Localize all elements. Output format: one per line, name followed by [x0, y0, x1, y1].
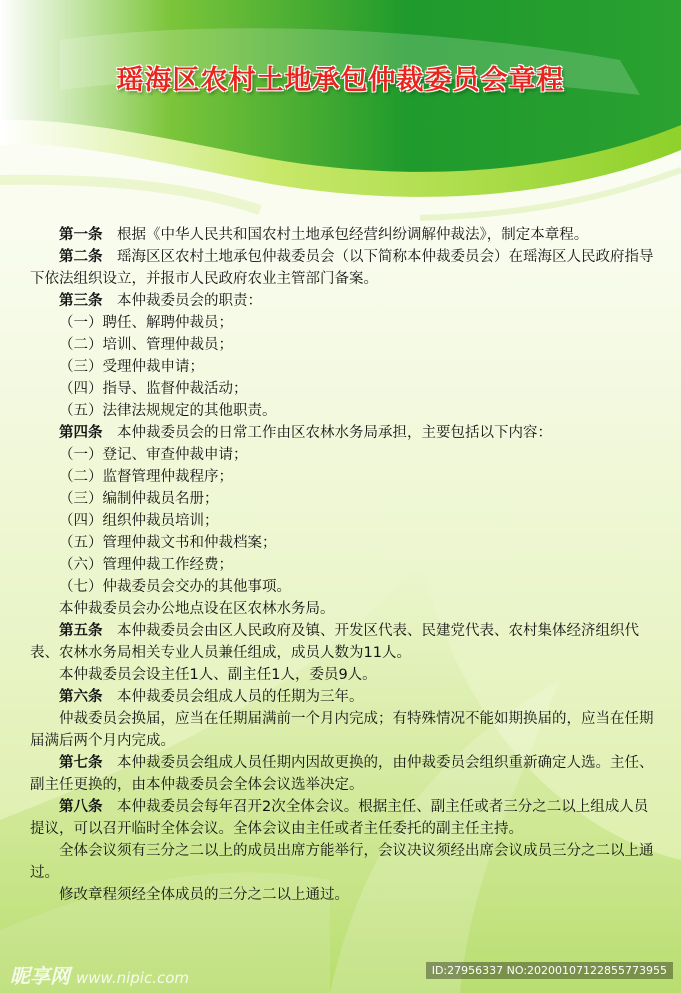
article-1-text: 根据《中华人民共和国农村土地承包经营纠纷调解仲裁法》，制定本章程。 — [117, 227, 589, 243]
meeting-quorum: 全体会议须有三分之二以上的成员出席方能举行，会议决议须经出席会议成员三分之二以上通过。 — [30, 843, 654, 881]
article-2-label: 第二条 — [59, 249, 103, 265]
duty-item: （四）指导、监督仲裁活动； — [59, 381, 248, 397]
article-6-label: 第六条 — [59, 689, 103, 705]
page-title: 瑶海区农村土地承包仲裁委员会章程 — [116, 65, 565, 96]
task-item: （六）管理仲裁工作经费； — [59, 557, 233, 573]
article-7-label: 第七条 — [59, 755, 103, 771]
article-5-text: 本仲裁委员会由区人民政府及镇、开发区代表、民建党代表、农村集体经济组织代表、农林水务局相关专业人员兼任组成，成员人数为11人。 — [30, 623, 639, 661]
amendment-rule: 修改章程须经全体成员的三分之二以上通过。 — [59, 887, 349, 903]
image-id-tag: ID:27956337 NO:20200107122855773955 — [426, 962, 673, 979]
article-5-label: 第五条 — [59, 623, 103, 639]
article-4-text: 本仲裁委员会的日常工作由区农林水务局承担，主要包括以下内容： — [117, 425, 552, 441]
duty-item: （三）受理仲裁申请； — [59, 359, 204, 375]
article-2-text: 瑶海区区农村土地承包仲裁委员会（以下简称本仲裁委员会）在瑶海区人民政府指导下依法组织设立，并报市人民政府农业主管部门备案。 — [30, 249, 654, 287]
article-8-text: 本仲裁委员会每年召开2次全体会议。根据主任、副主任或者三分之二以上组成人员提议，可以召开临时全体会议。全体会议由主任或者主任委托的副主任主持。 — [30, 799, 649, 837]
article-7-text: 本仲裁委员会组成人员任期内因故更换的，由仲裁委员会组织重新确定人选。主任、副主任更换的，由本仲裁委员会全体会议选举决定。 — [30, 755, 654, 793]
duty-item: （一）聘任、解聘仲裁员； — [59, 315, 233, 331]
duty-item: （二）培训、管理仲裁员； — [59, 337, 233, 353]
task-item: （五）管理仲裁文书和仲裁档案； — [59, 535, 277, 551]
article-8 — [30, 796, 656, 840]
office-location: 本仲裁委员会办公地点设在区农林水务局。 — [59, 601, 335, 617]
article-1-label: 第一条 — [59, 227, 103, 243]
article-3-text: 本仲裁委员会的职责： — [117, 293, 262, 309]
article-4-label: 第四条 — [59, 425, 103, 441]
article-3 — [30, 290, 656, 312]
task-item: （二）监督管理仲裁程序； — [59, 469, 233, 485]
member-composition: 本仲裁委员会设主任1人、副主任1人，委员9人。 — [59, 667, 377, 683]
watermark-url: www.nipic.com — [76, 969, 190, 987]
article-7 — [30, 752, 656, 796]
site-watermark — [10, 960, 189, 989]
watermark-name: 昵享网 — [10, 964, 70, 988]
task-item: （七）仲裁委员会交办的其他事项。 — [59, 579, 291, 595]
task-item: （一）登记、审查仲裁申请； — [59, 447, 248, 463]
article-1 — [30, 224, 656, 246]
article-3-label: 第三条 — [59, 293, 103, 309]
article-6-text: 本仲裁委员会组成人员的任期为三年。 — [117, 689, 364, 705]
article-4 — [30, 422, 656, 444]
article-6 — [30, 686, 656, 708]
term-renewal: 仲裁委员会换届，应当在任期届满前一个月内完成；有特殊情况不能如期换届的，应当在任期届满后两个月内完成。 — [30, 711, 654, 749]
task-item: （三）编制仲裁员名册； — [59, 491, 219, 507]
article-2 — [30, 246, 656, 290]
article-5 — [30, 620, 656, 664]
charter-body — [30, 224, 656, 906]
article-8-label: 第八条 — [59, 799, 103, 815]
duty-item: （五）法律法规规定的其他职责。 — [59, 403, 277, 419]
task-item: （四）组织仲裁员培训； — [59, 513, 219, 529]
